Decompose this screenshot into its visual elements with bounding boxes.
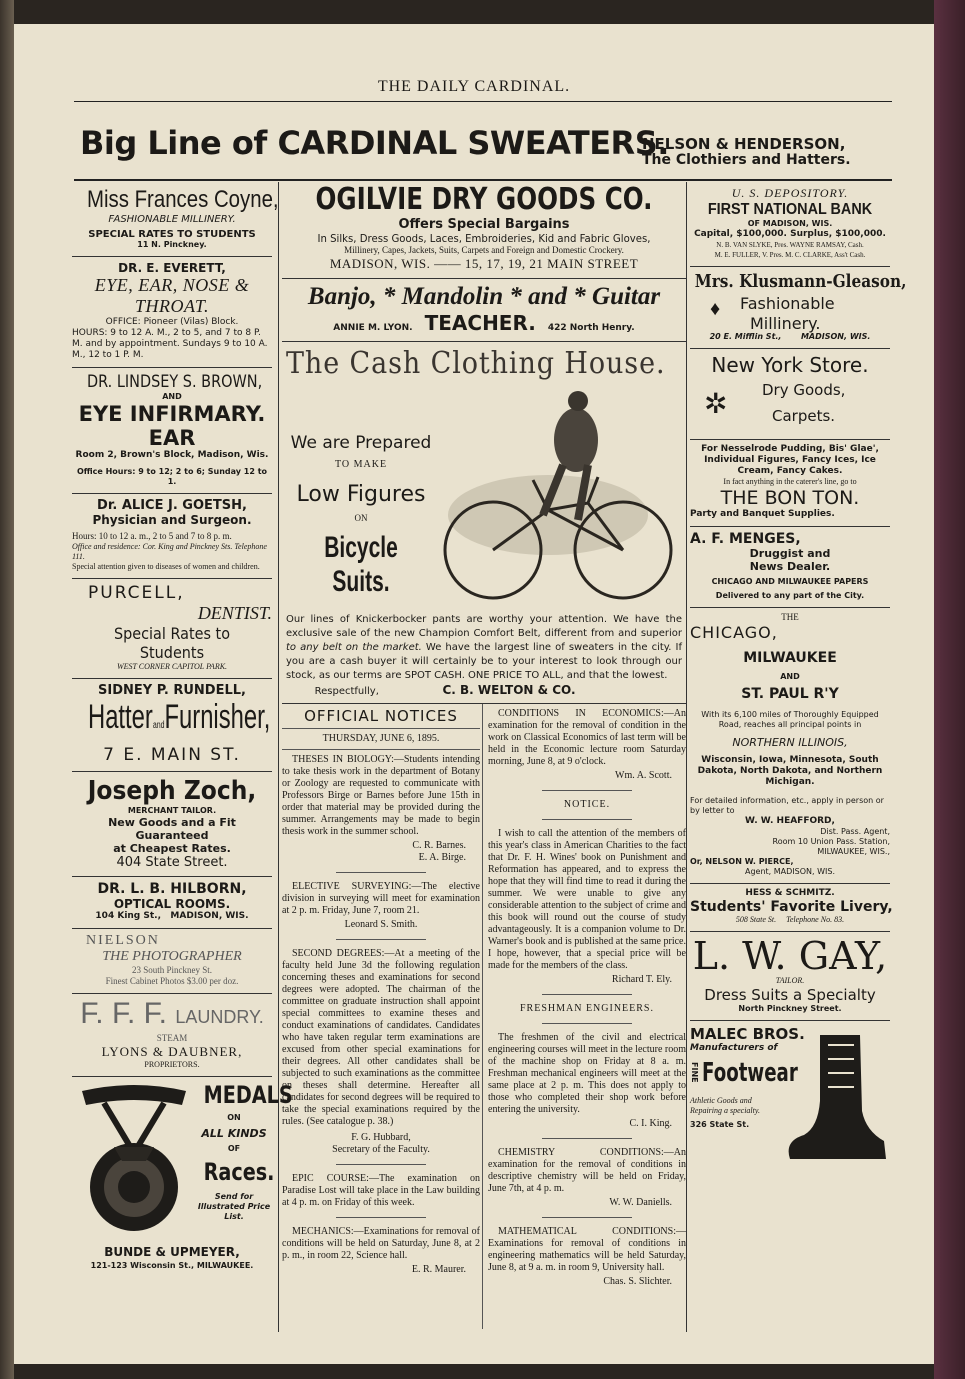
column-right-ads [690,182,907,1175]
ad-rundell: SIDNEY P. RUNDELL, HatterandFurnisher, 7 E. MAIN ST. [72,679,272,772]
banner-rule [74,179,892,181]
ad-bon-ton: For Nesselrode Pudding, Bis' Glae', Individual Figures, Fancy Ices, Ice Cream, Fancy Cakes. In fact anything in the caterer's line, go to THE BON TON. Party and Banquet Supplies. [690,440,890,527]
ad-medals: MEDALS ON ALL KINDS OF Races. Send for Illustrated Price List. BUNDE & UPMEYER, 121-123 Wisconsin St., MILWAUKEE. [72,1077,272,1277]
notices-right: CONDITIONS IN ECONOMICS:—An examination for the removal of condition in the work on Classical Economics of last term will be held in the Economic lecture room Saturday morning, June 8, at 9 o'clock. Wm. A. Scott. NOTICE. I wish to call the attention of the members of this year's class in American Charities to the fact that Dr. F. H. Wines' book on Punishment and Reformation has appeared, and to express the hope that they will find time to read it during the summer. We were unable to give any considerable attention to the subject of crime and this book will round out the course of study advantageously. It is a companion volume to Dr. Warner's book and is published at the same price. I hope, however, that a special price will be made for the members of the class. Richard T. Ely. FRESHMAN ENGINEERS. The freshmen of the civil and electrical engineering courses will meet in the lecture room of the machine shop on Friday at 8 a. m. Freshman mechanical engineers will meet at the same place at 2 p. m. This does not apply to those who completed their shop work before entering the university. C. I. King. CHEMISTRY CONDITIONS:—An examination for the removal of conditions in descriptive chemistry will be held on Friday, June 7th, at 4 p. m. W. W. Daniells. MATHEMATICAL CONDITIONS:—Examinations for removal of conditions in engineering mathematics will be held Saturday, June 8, at 9 a. m. in room 9, University hall. Chas. S. Slichter. [488,708,686,1287]
book-binding [0,0,14,1379]
ad-klusmann: Mrs. Klusmann-Gleason, ♦ Fashionable Millinery. 20 E. Mifflin St., MADISON, WIS. [690,267,890,349]
boot-illustration [780,1031,890,1171]
ad-malec-bros: MALEC BROS. Manufacturers of FINE Footwear Athletic Goods and Repairing a specialty. 326 State St. [690,1021,890,1175]
ad-brown: DR. LINDSEY S. BROWN, AND EYE INFIRMARY. EAR Room 2, Brown's Block, Madison, Wis. Office Hours: 9 to 12; 2 to 6; Sunday 12 to 1. [72,368,272,494]
ad-nielson: NIELSON THE PHOTOGRAPHER 23 South Pinckney St. Finest Cabinet Photos $3.00 per doz. [72,929,272,994]
top-rule [74,101,892,102]
ad-everett: DR. E. EVERETT, EYE, EAR, NOSE & THROAT. OFFICE: Pioneer (Vilas) Block. HOURS: 9 to 12 A. M., 2 to 5, and 7 to 8 P. M. and by appointment. Sundays 9 to 10 A. M., 12 to 1 P. M. [72,257,272,368]
ad-hess-schmitz: HESS & SCHMITZ. Students' Favorite Livery, 508 State St. Telephone No. 83. [690,884,890,932]
ad-purcell: PURCELL, DENTIST. Special Rates to Students WEST CORNER CAPITOL PARK. [72,579,272,679]
notices-left: OFFICIAL NOTICES THURSDAY, JUNE 6, 1895. THESES IN BIOLOGY:—Students intending to take thesis work in the department of Botany or Zoology are requested to communicate with Professors Birge or Barnes before June 15th in order that material may be provided during the summer. Arrangements may be made to begin thesis work in the summer school. C. R. Barnes. E. A. Birge. ELECTIVE SURVEYING:—The elective division in surveying will meet for examination at 2 p. m. Friday, June 7, room 21. Leonard S. Smith. SECOND DEGREES:—At a meeting of the faculty held June 3d the following regulation concerning theses and examinations for second degrees were adopted. The chairman of the committee on graduate instruction shall appoint special committees to examine theses and conduct examinations of candidates. Candidates who have taken regular term examinations are excused from other special examinations for their degrees. All other candidates shall be subjected to such examinations as the committee on theses shall determine. Hereafter all candidates for second degrees will be required to take the special examinations required by the rules. (See catalogue p. 38.) F. G. Hubbard, Secretary of the Faculty. EPIC COURSE:—The examination on Paradise Lost will take place in the Law building at 4 p. m. on Friday of this week. MECHANICS:—Examinations for removal of conditions will be held on Saturday, June 8, at 2 p. m., in room 22, Science hall. E. R. Maurer. [282,707,480,1275]
column-divider-2 [686,182,687,1332]
banner-firm: NELSON & HENDERSON, The Clothiers and Hatters. [642,135,851,168]
ad-first-national-bank: U. S. DEPOSITORY. FIRST NATIONAL BANK OF MADISON, WIS. Capital, $100,000. Surplus, $100,000. N. B. VAN SLYKE, Pres. WAYNE RAMSAY, Cash. M. E. FULLER, V. Pres. M. C. CLARKE, Ass't Cash. [690,182,890,267]
ad-menges: A. F. MENGES, Druggist and News Dealer. CHICAGO AND MILWAUKEE PAPERS Delivered to any part of the City. [690,527,890,608]
bicycle-scene: We are Prepared TO MAKE Low Figures ON Bicycle Suits. [286,381,682,613]
ad-new-york-store: New York Store. ✲ Dry Goods, Carpets. [690,349,890,440]
ad-zoch: Joseph Zoch, MERCHANT TAILOR. New Goods and a Fit Guaranteed at Cheapest Rates. 404 State Street. [72,772,272,877]
banner-headline: Big Line of CARDINAL SWEATERS. [80,124,669,162]
ad-coyne: Miss Frances Coyne, FASHIONABLE MILLINERY. SPECIAL RATES TO STUDENTS 11 N. Pinckney. [72,182,272,257]
book-cover-edge [934,0,965,1379]
newspaper-page [14,24,934,1364]
ad-laundry: F. F. F. LAUNDRY. STEAM LYONS & DAUBNER, PROPRIETORS. [72,994,272,1077]
cyclist-illustration [438,385,678,611]
column-divider-1 [278,182,279,1332]
banner-ad [80,116,892,176]
ad-banjo: Banjo, * Mandolin * and * Guitar ANNIE M. LYON. TEACHER. 422 North Henry. [282,279,686,342]
ad-railroad: THE CHICAGO, MILWAUKEE AND ST. PAUL R'Y With its 6,100 miles of Thoroughly Equipped Road, reaches all principal points in NORTHERN ILLINOIS, Wisconsin, Iowa, Minnesota, South Dakota, North Dakota, and Northern Michigan. For detailed information, etc., apply in person or by letter to W. W. HEAFFORD, Dist. Pass. Agent, Room 10 Union Pass. Station, MILWAUKEE, WIS., Or, NELSON W. PIERCE, Agent, MADISON, WIS. [690,608,890,884]
ad-hilborn: DR. L. B. HILBORN, OPTICAL ROOMS. 104 King St., MADISON, WIS. [72,877,272,929]
ad-ogilvie: OGILVIE DRY GOODS CO. Offers Special Bargains In Silks, Dress Goods, Laces, Embroideries, Kid and Fabric Gloves, Millinery, Capes, Jackets, Suits, Carpets and Foreign and Domestic Crockery. MADISON, WIS. —— 15, 17, 19, 21 MAIN STREET [282,182,686,279]
ad-goetsh: Dr. ALICE J. GOETSH, Physician and Surgeon. Hours: 10 to 12 a. m., 2 to 5 and 7 to 8 p. m. Office and residence: Cor. King and Pinckney Sts. Telephone 111. Special attention given to diseases of women and children. [72,494,272,579]
ad-cash-clothing: The Cash Clothing House. We are Prepared TO MAKE Low Figures ON Bicycle Suits. Our lines of Knickerbocker pants are worthy your attention. We have the exclusive sale of the new Champion Comfort Belt, different from and superior to any belt on the market. We have the largest line of sweaters in the city. If you are a cash buyer it will certainly be to your interest to look through our stock, as our terms are SPOT CASH. ONE PRICE TO ALL, and that the lowest. Respectfully, C. B. WELTON & CO. [282,342,686,704]
medal-illustration [74,1083,194,1243]
ad-gay-tailor: L. W. GAY, TAILOR. Dress Suits a Specialty North Pinckney Street. [690,932,890,1021]
column-left-ads [72,182,293,1277]
sun-icon: ✲ [704,389,728,420]
column-center [282,182,686,1287]
candle-icon: ♦ [710,298,721,320]
masthead: THE DAILY CARDINAL. [377,78,571,95]
